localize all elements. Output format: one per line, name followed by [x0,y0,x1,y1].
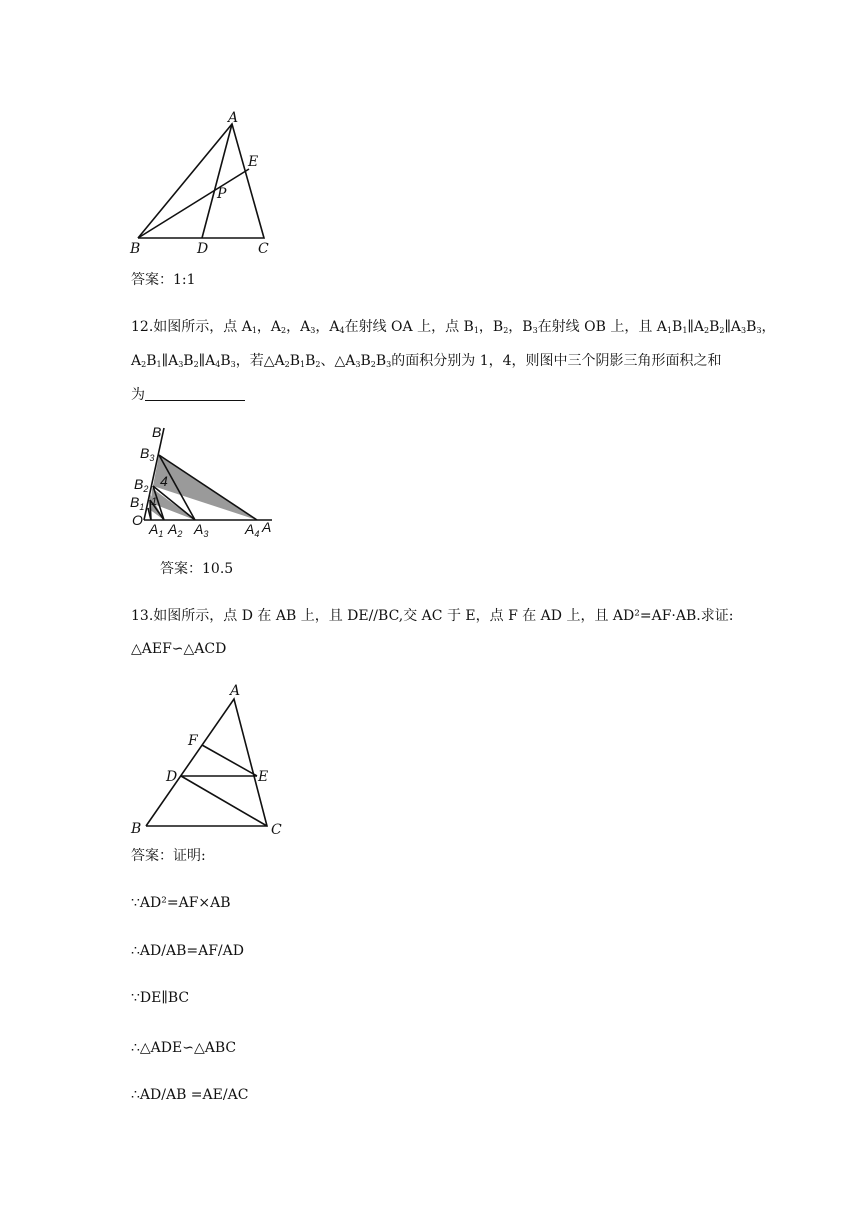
question-12-line-2: $A_2B_1\parallel A_3B_2\parallel A_4B_3$，若$\triangle A_2B_1B_2$、$\triangle A_3B_2B_3$的面积分别为 1，4，则图中三个阴影三角形面积之和 [131,353,722,369]
fig11-lines [138,124,264,238]
fig13-label-c: C [271,822,282,838]
proof-step-2: ∴AD/AB=AF/AD [131,943,244,959]
fig11-label-b: B [130,241,141,257]
fig12-label-b1: $B_1$ [130,494,145,512]
fig11-label-d: D [197,241,209,257]
question-12-line-1: 12.如图所示，点 $A_1$，$A_2$，$A_3$，$A_4$在射线 OA 上，点 $B_1$，$B_2$，$B_3$在射线 OB 上，且 $A_1B_1\parallel A_2B_2\parallel A_3B_3$， [131,319,776,335]
answer-blank [145,386,245,401]
fig11-label-p: P [217,186,227,202]
fig11-label-e: E [248,154,259,170]
fig13-label-d: D [166,769,178,785]
fig13-label-e: E [258,769,269,785]
proof-step-3: ∵DE∥BC [131,990,190,1006]
fig12-label-a4: $A_4$ [245,521,260,539]
fig12-label-area4: 4 [160,473,168,489]
fig12-label-o: O [132,512,143,528]
fig13-label-f: F [188,733,198,749]
fig12-label-area1: 1 [151,496,158,508]
proof-step-5: ∴AD/AB =AE/AC [131,1087,249,1103]
fig12-label-a3: $A_3$ [194,521,209,539]
fig13-label-a: A [230,683,241,699]
fig11-label-c: C [258,241,269,257]
fig12-label-b3: $B_3$ [140,445,155,463]
answer-12: 答案：10.5 [160,561,234,577]
fig13-label-b: B [131,821,142,837]
answer-11: 答案：1:1 [131,272,196,288]
question-13-line-1: 13.如图所示，点 D 在 AB 上，且 DE//BC,交 AC 于 E，点 F 在 AD 上，且 AD²=AF·AB.求证: [131,608,734,624]
fig12-label-a2: $A_2$ [168,521,183,539]
proof-step-1: ∵AD²=AF×AB [131,895,231,911]
fig11-label-a: A [228,110,239,126]
answer-13: 答案：证明: [131,848,206,864]
proof-step-4: ∴△ADE∽△ABC [131,1040,237,1056]
question-13-line-2: △AEF∽△ACD [131,641,227,657]
fig13-lines [146,699,267,826]
fig12-label-b2: $B_2$ [134,476,149,494]
fig12-label-a: A [262,519,272,535]
fig12-label-b: B [152,424,162,440]
fig12-label-a1: $A_1$ [149,521,164,539]
question-12-line-3: 为 [131,385,245,405]
